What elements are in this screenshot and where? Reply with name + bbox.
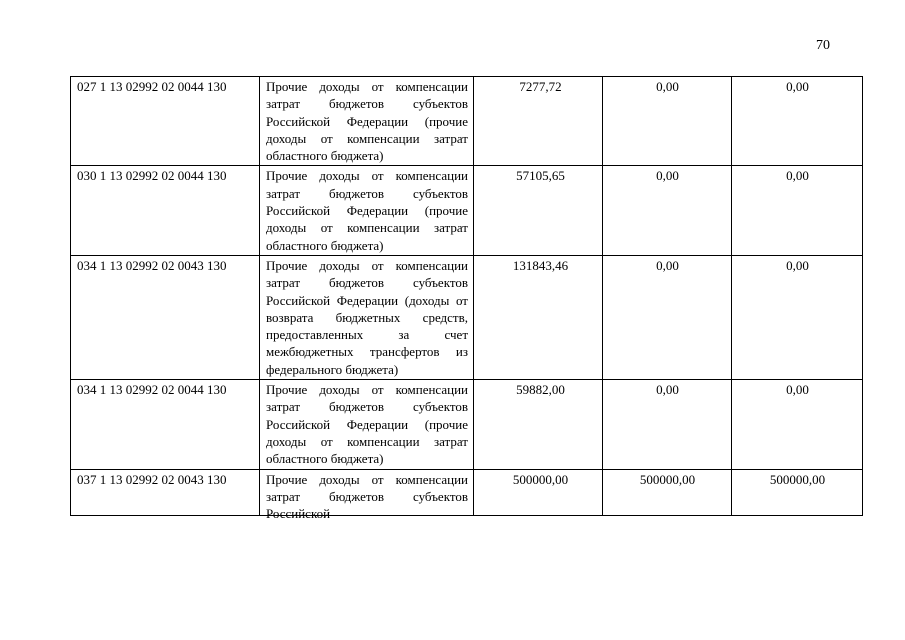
table-row xyxy=(71,166,863,255)
classification-code: 034 1 13 02992 02 0043 130 xyxy=(71,255,260,379)
amount-year-2: 0,00 xyxy=(603,77,732,166)
table-row xyxy=(71,77,863,166)
table-row xyxy=(71,469,863,515)
page-number: 70 xyxy=(816,38,830,53)
amount-year-3: 0,00 xyxy=(732,380,863,469)
amount-year-2: 0,00 xyxy=(603,255,732,379)
table-row xyxy=(71,380,863,469)
classification-code: 034 1 13 02992 02 0044 130 xyxy=(71,380,260,469)
income-name: Прочие доходы от компенсации затрат бюджетов субъектов Российской Федерации (прочие доходы от компенсации затрат областного бюджета) xyxy=(260,380,474,469)
amount-year-1: 57105,65 xyxy=(474,166,603,255)
amount-year-1: 131843,46 xyxy=(474,255,603,379)
amount-year-2: 0,00 xyxy=(603,380,732,469)
classification-code: 027 1 13 02992 02 0044 130 xyxy=(71,77,260,166)
income-name: Прочие доходы от компенсации затрат бюджетов субъектов Российской Федерации (прочие доходы от компенсации затрат областного бюджета) xyxy=(260,77,474,166)
classification-code: 037 1 13 02992 02 0043 130 xyxy=(71,469,260,515)
classification-code: 030 1 13 02992 02 0044 130 xyxy=(71,166,260,255)
amount-year-1: 500000,00 xyxy=(474,469,603,515)
budget-table xyxy=(70,76,863,522)
amount-year-3: 0,00 xyxy=(732,255,863,379)
amount-year-2: 500000,00 xyxy=(603,469,732,515)
income-name: Прочие доходы от компенсации затрат бюджетов субъектов Российской Федерации (доходы от возврата бюджетных средств, предоставленных за счет межбюджетных трансфертов из федерального бюджета) xyxy=(260,255,474,379)
amount-year-2: 0,00 xyxy=(603,166,732,255)
amount-year-3: 0,00 xyxy=(732,77,863,166)
income-name: Прочие доходы от компенсации затрат бюджетов субъектов Российской xyxy=(260,469,474,515)
amount-year-1: 59882,00 xyxy=(474,380,603,469)
amount-year-1: 7277,72 xyxy=(474,77,603,166)
amount-year-3: 500000,00 xyxy=(732,469,863,515)
table-row xyxy=(71,255,863,379)
income-name: Прочие доходы от компенсации затрат бюджетов субъектов Российской Федерации (прочие доходы от компенсации затрат областного бюджета) xyxy=(260,166,474,255)
amount-year-3: 0,00 xyxy=(732,166,863,255)
